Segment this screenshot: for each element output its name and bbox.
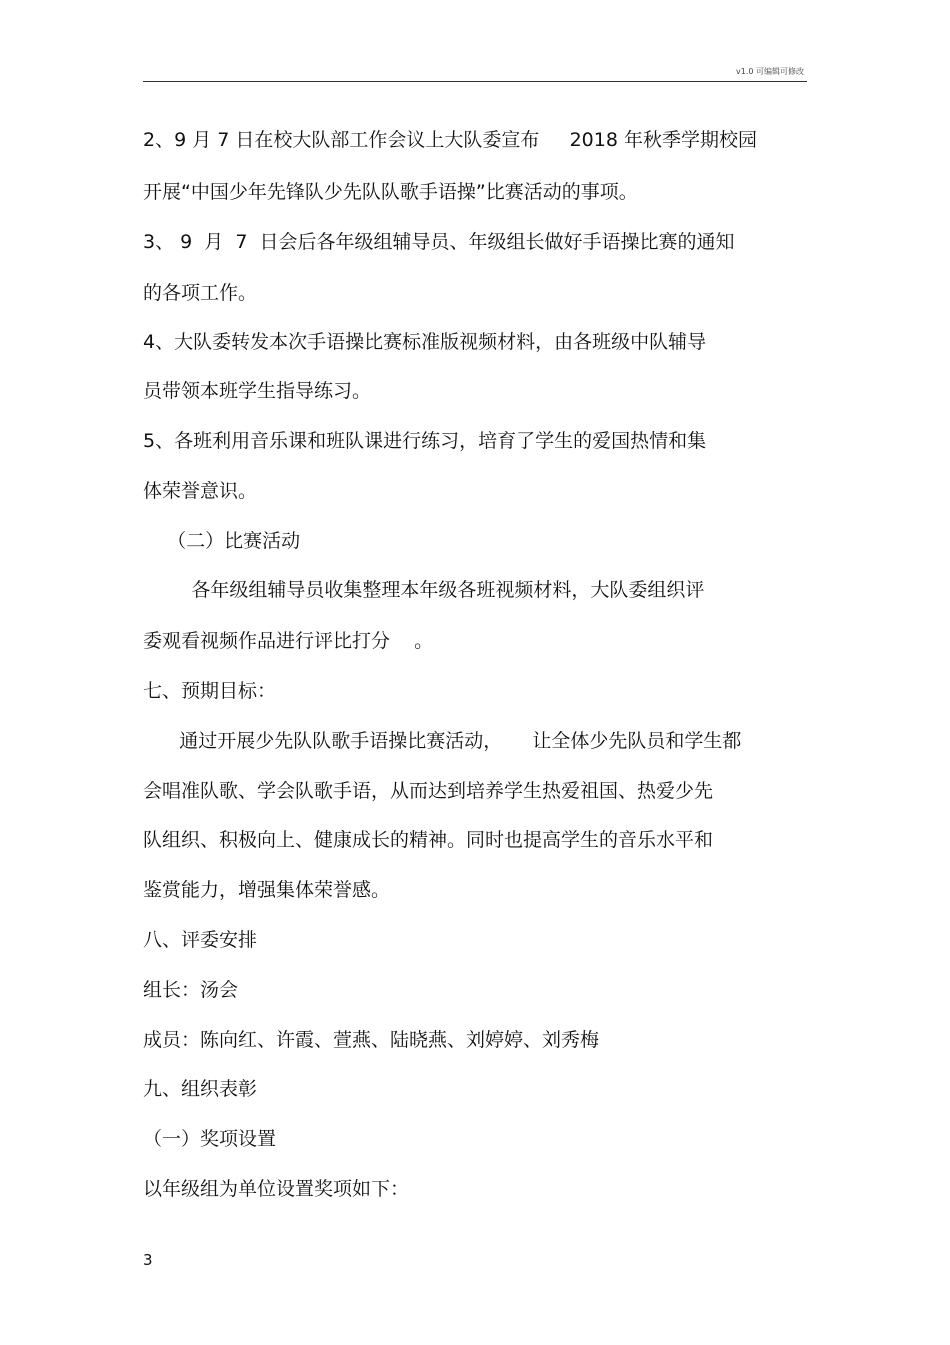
body-line: 通过开展少先队队歌手语操比赛活动， 让全体少先队员和学生都	[143, 730, 742, 752]
body-line: 3、 9 月 7 日会后各年级组辅导员、年级组长做好手语操比赛的通知	[143, 231, 735, 253]
body-line: 5、各班利用音乐课和班队课进行练习，培育了学生的爱国热情和集	[143, 430, 707, 452]
page-number: 3	[143, 1251, 153, 1269]
body-line: 体荣誉意识。	[143, 480, 258, 502]
body-line: 成员：陈向红、许霞、萱燕、陆晓燕、刘婷婷、刘秀梅	[143, 1029, 600, 1051]
body-line: 2、9 月 7 日在校大队部工作会议上大队委宣布 2018 年秋季学期校园	[143, 129, 757, 151]
section-heading: （一）奖项设置	[143, 1128, 277, 1150]
body-line: 以年级组为单位设置奖项如下：	[143, 1178, 410, 1200]
section-heading: （二）比赛活动	[143, 530, 301, 552]
body-line: 会唱准队歌、学会队歌手语，从而达到培养学生热爱祖国、热爱少先	[143, 780, 714, 802]
body-line: 组长：汤会	[143, 979, 239, 1001]
page-header-note: v1.0 可编辑可修改	[736, 67, 804, 76]
body-line: 鉴赏能力，增强集体荣誉感。	[143, 879, 391, 901]
body-line: 开展“中国少年先锋队少先队队歌手语操”比赛活动的事项。	[143, 181, 638, 203]
body-line: 4、大队委转发本次手语操比赛标准版视频材料，由各班级中队辅导	[143, 331, 707, 353]
body-line: 各年级组辅导员收集整理本年级各班视频材料，大队委组织评	[143, 579, 705, 601]
body-line: 委观看视频作品进行评比打分 。	[143, 630, 434, 652]
section-heading: 九、组织表彰	[143, 1078, 258, 1100]
body-line: 员带领本班学生指导练习。	[143, 380, 372, 402]
header-rule	[143, 81, 807, 82]
body-line: 队组织、积极向上、健康成长的精神。同时也提高学生的音乐水平和	[143, 829, 714, 851]
body-line: 的各项工作。	[143, 282, 258, 304]
section-heading: 八、评委安排	[143, 929, 258, 951]
section-heading: 七、预期目标：	[143, 680, 277, 702]
